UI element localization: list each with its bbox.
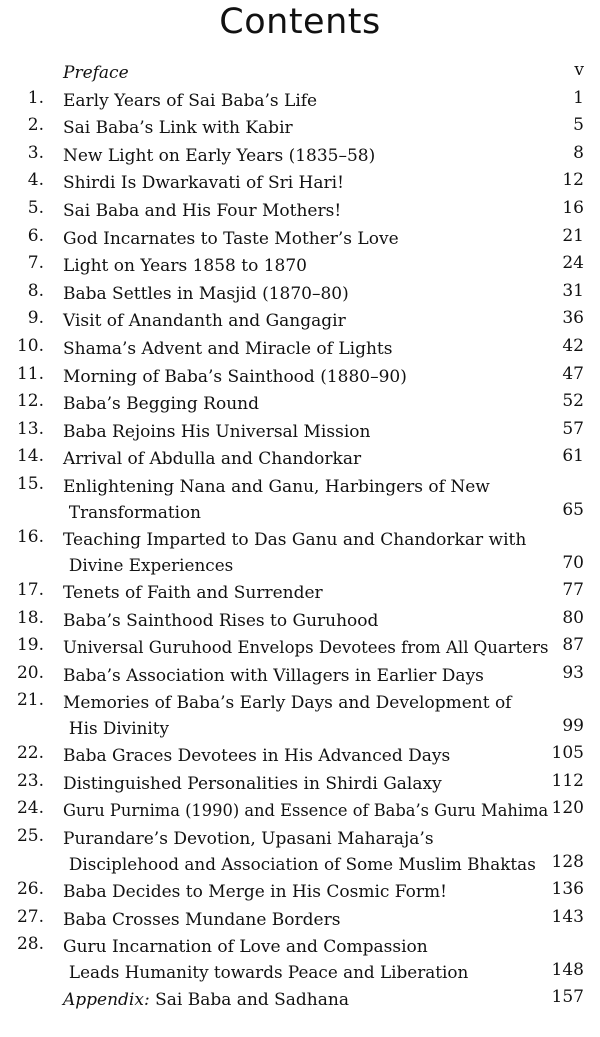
toc-row [0, 113, 600, 141]
chapter-title-line1: Enlightening Nana and Ganu, Harbingers of New [63, 476, 490, 497]
chapter-number: 27. [16, 906, 44, 927]
chapter-number: 1. [27, 87, 44, 108]
chapter-number: 8. [27, 280, 44, 301]
chapter-title-line1: Teaching Imparted to Das Ganu and Chandorkar with [63, 529, 527, 550]
toc-row [0, 769, 600, 797]
chapter-title [63, 170, 548, 196]
chapter-page: 12 [562, 170, 584, 191]
chapter-title-line1: Purandare’s Devotion, Upasani Maharaja’s [63, 829, 434, 850]
toc-row [0, 796, 600, 824]
chapter-number: 10. [16, 335, 44, 356]
appendix-label: Appendix: [63, 990, 150, 1011]
chapter-title-line1: Guru Incarnation of Love and Compassion [63, 937, 428, 958]
chapter-number: 4. [27, 170, 44, 191]
chapter-title-line2: Divine Experiences [68, 555, 234, 576]
chapter-title-line2: Disciplehood and Association of Some Muslim Bhaktas [68, 855, 536, 876]
chapter-number: 15. [16, 473, 44, 494]
chapter-title-line1: Arrival of Abdulla and Chandorkar [63, 449, 362, 470]
chapter-title-line1: Morning of Baba’s Sainthood (1880–90) [63, 366, 407, 387]
appendix-page: 157 [551, 987, 584, 1008]
chapter-page: 136 [551, 879, 584, 900]
chapter-title [63, 934, 548, 986]
chapter-title [63, 198, 548, 224]
chapter-page: 105 [551, 743, 584, 764]
chapter-number: 2. [27, 115, 44, 136]
chapter-title-line1: Universal Guruhood Envelops Devotees from All Quarters [63, 638, 549, 659]
chapter-page: 80 [562, 607, 584, 628]
chapter-title [63, 88, 548, 114]
chapter-title [63, 336, 548, 362]
chapter-title-line1: Distinguished Personalities in Shirdi Galaxy [63, 773, 442, 794]
chapter-title [63, 663, 548, 689]
chapter-title [63, 226, 548, 252]
chapter-title [63, 391, 548, 417]
chapter-number: 18. [16, 607, 44, 628]
appendix-title: Sai Baba and Sadhana [155, 990, 349, 1011]
toc-row [0, 251, 600, 279]
toc-row [0, 168, 600, 196]
chapter-title-line1: Baba Settles in Masjid (1870–80) [63, 283, 349, 304]
toc-row [0, 417, 600, 445]
chapter-page: 42 [562, 335, 584, 356]
toc-row [0, 578, 600, 606]
chapter-title-line1: Light on Years 1858 to 1870 [63, 256, 307, 277]
chapter-page: 77 [562, 579, 584, 600]
toc-row [0, 86, 600, 114]
chapter-page: 1 [573, 87, 584, 108]
chapter-title [63, 281, 548, 307]
chapter-page: 61 [562, 446, 584, 467]
toc-row [0, 362, 600, 390]
chapter-title [63, 419, 548, 445]
toc-row [0, 877, 600, 905]
chapter-number: 20. [16, 662, 44, 683]
chapter-title [63, 771, 548, 797]
chapter-number: 28. [16, 934, 44, 955]
chapter-title [63, 364, 548, 390]
chapter-title-line1: Baba Crosses Mundane Borders [63, 909, 341, 930]
toc-row [0, 606, 600, 634]
chapter-title [63, 826, 548, 878]
chapter-title [63, 115, 548, 141]
chapter-number: 13. [16, 418, 44, 439]
chapter-title-line1: Sai Baba and His Four Mothers! [63, 200, 342, 221]
chapter-number: 3. [27, 142, 44, 163]
chapter-number: 23. [16, 770, 44, 791]
chapter-title-line1: Baba Rejoins His Universal Mission [63, 421, 371, 442]
chapter-number: 11. [16, 363, 44, 384]
chapter-number: 26. [16, 879, 44, 900]
appendix-entry [63, 987, 548, 1013]
chapter-page: 87 [562, 635, 584, 656]
chapter-number: 19. [16, 635, 44, 656]
chapter-number: 25. [16, 826, 44, 847]
chapter-number: 16. [16, 526, 44, 547]
toc-appendix-row [0, 985, 600, 1013]
chapter-title [63, 253, 548, 279]
chapter-page: 16 [562, 197, 584, 218]
chapter-page: 120 [551, 798, 584, 819]
toc-row [0, 661, 600, 689]
toc-row [0, 141, 600, 169]
chapter-number: 17. [16, 579, 44, 600]
toc-row [0, 224, 600, 252]
toc-row [0, 196, 600, 224]
toc-row [0, 824, 600, 877]
chapter-title-line1: Shama’s Advent and Miracle of Lights [63, 338, 393, 359]
chapter-number: 9. [27, 308, 44, 329]
chapter-title-line1: God Incarnates to Taste Mother’s Love [63, 228, 399, 249]
toc-row [0, 444, 600, 472]
chapter-title [63, 879, 548, 905]
chapter-title-line1: Tenets of Faith and Surrender [63, 582, 323, 603]
chapter-title [63, 743, 548, 769]
chapter-title [63, 907, 548, 933]
chapter-page: 47 [562, 363, 584, 384]
chapter-title-line2: His Divinity [68, 719, 170, 740]
chapter-title [63, 635, 548, 661]
chapter-page: 143 [551, 906, 584, 927]
toc-row [0, 741, 600, 769]
chapter-title [63, 690, 548, 742]
toc-row [0, 688, 600, 741]
chapter-page: 8 [573, 142, 584, 163]
chapter-title [63, 608, 548, 634]
toc-row [0, 633, 600, 661]
chapter-title-line1: Baba’s Association with Villagers in Earlier Days [63, 665, 484, 686]
chapter-page: 112 [551, 770, 584, 791]
toc-row [0, 334, 600, 362]
chapter-title-line1: Baba Decides to Merge in His Cosmic Form! [63, 882, 447, 903]
chapter-title-line1: Guru Purnima (1990) and Essence of Baba’s Guru Mahima [63, 801, 549, 822]
chapter-page: 93 [562, 662, 584, 683]
chapter-title [63, 580, 548, 606]
chapter-page: 36 [562, 308, 584, 329]
chapter-title-line1: Shirdi Is Dwarkavati of Sri Hari! [63, 173, 344, 194]
chapter-number: 6. [27, 225, 44, 246]
toc-row [0, 389, 600, 417]
chapter-title-line1: Visit of Anandanth and Gangagir [63, 311, 346, 332]
table-of-contents [0, 58, 600, 1013]
toc-row [0, 932, 600, 985]
chapter-title-line1: Baba’s Begging Round [63, 394, 259, 415]
chapter-number: 21. [16, 690, 44, 711]
toc-row [0, 306, 600, 334]
toc-row [0, 525, 600, 578]
chapter-title-line1: Baba’s Sainthood Rises to Guruhood [63, 610, 379, 631]
chapter-page: 52 [562, 391, 584, 412]
chapter-title [63, 474, 548, 526]
chapter-title-line1: Memories of Baba’s Early Days and Development of [63, 693, 512, 714]
chapter-page: 21 [562, 225, 584, 246]
chapter-number: 22. [16, 743, 44, 764]
chapter-page: 128 [551, 852, 584, 873]
chapter-title-line1: Baba Graces Devotees in His Advanced Days [63, 746, 451, 767]
chapter-page: 24 [562, 253, 584, 274]
chapter-title [63, 308, 548, 334]
chapter-title-line2: Leads Humanity towards Peace and Liberation [68, 963, 469, 984]
preface-page: v [574, 60, 584, 80]
chapter-title-line1: Sai Baba’s Link with Kabir [63, 118, 293, 139]
preface-label: Preface [63, 63, 129, 83]
chapter-page: 70 [562, 552, 584, 573]
chapter-title [63, 798, 548, 824]
chapter-title [63, 527, 548, 579]
chapter-title-line1: Early Years of Sai Baba’s Life [63, 90, 318, 111]
chapter-page: 99 [562, 716, 584, 737]
chapter-number: 14. [16, 446, 44, 467]
chapter-title [63, 446, 548, 472]
chapter-page: 65 [562, 499, 584, 520]
chapter-number: 12. [16, 391, 44, 412]
chapter-page: 57 [562, 418, 584, 439]
toc-row [0, 279, 600, 307]
toc-row [0, 472, 600, 525]
chapter-number: 24. [16, 798, 44, 819]
chapter-page: 148 [551, 960, 584, 981]
chapter-number: 5. [27, 197, 44, 218]
toc-preface-row [0, 58, 600, 86]
chapter-title-line1: New Light on Early Years (1835–58) [63, 145, 376, 166]
chapter-number: 7. [27, 253, 44, 274]
chapter-title-line2: Transformation [68, 502, 201, 523]
page-title: Contents [219, 2, 381, 42]
chapter-page: 5 [573, 115, 584, 136]
chapter-title [63, 143, 548, 169]
chapter-page: 31 [562, 280, 584, 301]
toc-row [0, 905, 600, 933]
